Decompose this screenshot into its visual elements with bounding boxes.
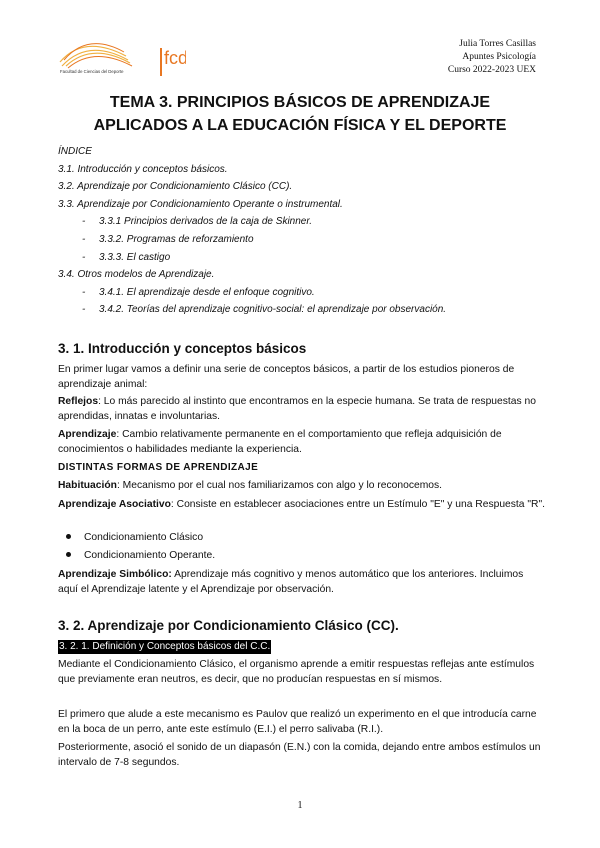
index-item: 3.1. Introducción y conceptos básicos. bbox=[58, 163, 228, 175]
section-heading-3-1: 3. 1. Introducción y conceptos básicos bbox=[58, 341, 307, 356]
paragraph-paulov: El primero que alude a este mecanismo es Paulov que realizó un experimento en el que introducía carne en la boca de un perro, ante este estímulo (E.I.) el perro salivaba (R.I.). bbox=[58, 709, 537, 735]
list-dash: - bbox=[82, 216, 86, 228]
term-habituacion: Habituación bbox=[58, 480, 117, 491]
paragraph-intro: En primer lugar vamos a definir una serie de conceptos básicos, a partir de los estudios pioneros de aprendizaje animal: bbox=[58, 364, 515, 390]
list-dash: - bbox=[82, 286, 86, 298]
index-subitem bbox=[58, 301, 558, 319]
paragraph-reflejos bbox=[58, 394, 546, 424]
index-item: 3.3. Aprendizaje por Condicionamiento Operante o instrumental. bbox=[58, 198, 343, 210]
table-of-contents bbox=[58, 143, 558, 319]
list-dash: - bbox=[82, 251, 86, 263]
bullet-icon bbox=[66, 552, 71, 557]
author-name: Julia Torres Casillas bbox=[459, 39, 536, 49]
faculty-logo bbox=[58, 30, 186, 78]
logo-subtext: Facultad de Ciencias del Deporte bbox=[60, 69, 124, 74]
definition-asociativo: : Consiste en establecer asociaciones entre un Estímulo "E" y una Respuesta "R". bbox=[170, 499, 545, 510]
index-subitem-text: 3.4.2. Teorías del aprendizaje cognitivo-social: el aprendizaje por observación. bbox=[99, 304, 447, 316]
list-item bbox=[66, 530, 203, 545]
paragraph-aprendizaje bbox=[58, 427, 546, 457]
header-author-block bbox=[448, 38, 536, 77]
faculty-logo-graphic bbox=[58, 30, 186, 78]
index-subitem bbox=[58, 249, 558, 267]
subject-name: Apuntes Psicología bbox=[462, 52, 536, 62]
list-item-text: Condicionamiento Operante. bbox=[84, 550, 216, 561]
bullet-icon bbox=[66, 534, 71, 539]
highlighted-subheading: 3. 2. 1. Definición y Conceptos básicos del C.C. bbox=[59, 641, 271, 652]
term-asociativo: Aprendizaje Asociativo bbox=[58, 499, 171, 510]
list-dash: - bbox=[82, 304, 86, 316]
title-line-1: TEMA 3. PRINCIPIOS BÁSICOS DE APRENDIZAJE bbox=[109, 94, 491, 111]
index-subitem bbox=[58, 231, 558, 249]
index-subitem bbox=[58, 284, 558, 302]
paragraph-simbolico bbox=[58, 567, 546, 597]
page-number: 1 bbox=[297, 800, 303, 811]
index-heading: ÍNDICE bbox=[58, 146, 92, 157]
section-heading-3-2: 3. 2. Aprendizaje por Condicionamiento Clásico (CC). bbox=[58, 618, 399, 633]
subheading-formas: DISTINTAS FORMAS DE APRENDIZAJE bbox=[58, 462, 259, 473]
definition-reflejos: : Lo más parecido al instinto que encontramos en la especie humana. Se trata de respuestas no aprendidas, innatas e involuntarias. bbox=[58, 396, 536, 422]
title-line-2: APLICADOS A LA EDUCACIÓN FÍSICA Y EL DEPORTE bbox=[93, 117, 507, 134]
index-item: 3.2. Aprendizaje por Condicionamiento Clásico (CC). bbox=[58, 181, 293, 193]
paragraph-cc-definition: Mediante el Condicionamiento Clásico, el organismo aprende a emitir respuestas reflejas ante estímulos que previamente eran neutros, es decir, que no producían respuestas en sí mismos. bbox=[58, 659, 535, 685]
index-subitem-text: 3.3.2. Programas de reforzamiento bbox=[99, 233, 254, 245]
index-subitem bbox=[58, 213, 558, 231]
list-item bbox=[66, 548, 215, 563]
definition-habituacion: : Mecanismo por el cual nos familiarizamos con algo y lo reconocemos. bbox=[116, 480, 443, 491]
index-item: 3.4. Otros modelos de Aprendizaje. bbox=[58, 269, 215, 281]
list-item-text: Condicionamiento Clásico bbox=[84, 532, 204, 543]
logo-text: fcd bbox=[164, 48, 186, 68]
paragraph-diapason: Posteriormente, asoció el sonido de un diapasón (E.N.) con la comida, dejando entre ambos estímulos un intervalo de 7-8 segundos. bbox=[58, 742, 541, 768]
index-subitem-text: 3.4.1. El aprendizaje desde el enfoque cognitivo. bbox=[99, 286, 315, 298]
index-subitem-text: 3.3.1 Principios derivados de la caja de Skinner. bbox=[99, 216, 313, 228]
index-subitem-text: 3.3.3. El castigo bbox=[99, 251, 171, 263]
paragraph-habituacion bbox=[58, 478, 546, 493]
paragraph-asociativo bbox=[58, 497, 546, 512]
course-year: Curso 2022-2023 UEX bbox=[447, 65, 536, 75]
term-simbolico: Aprendizaje Simbólico: bbox=[58, 569, 172, 580]
definition-simbolico: Aprendizaje más cognitivo y menos automático que los anteriores. Incluimos aquí el Aprendizaje latente y el Aprendizaje por observación. bbox=[58, 569, 524, 595]
definition-aprendizaje: : Cambio relativamente permanente en el comportamiento que refleja adquisición de conocimientos o habilidades mediante la experiencia. bbox=[58, 429, 502, 455]
document-title bbox=[40, 91, 560, 137]
list-dash: - bbox=[82, 233, 86, 245]
term-aprendizaje: Aprendizaje bbox=[58, 429, 117, 440]
term-reflejos: Reflejos bbox=[58, 396, 99, 407]
